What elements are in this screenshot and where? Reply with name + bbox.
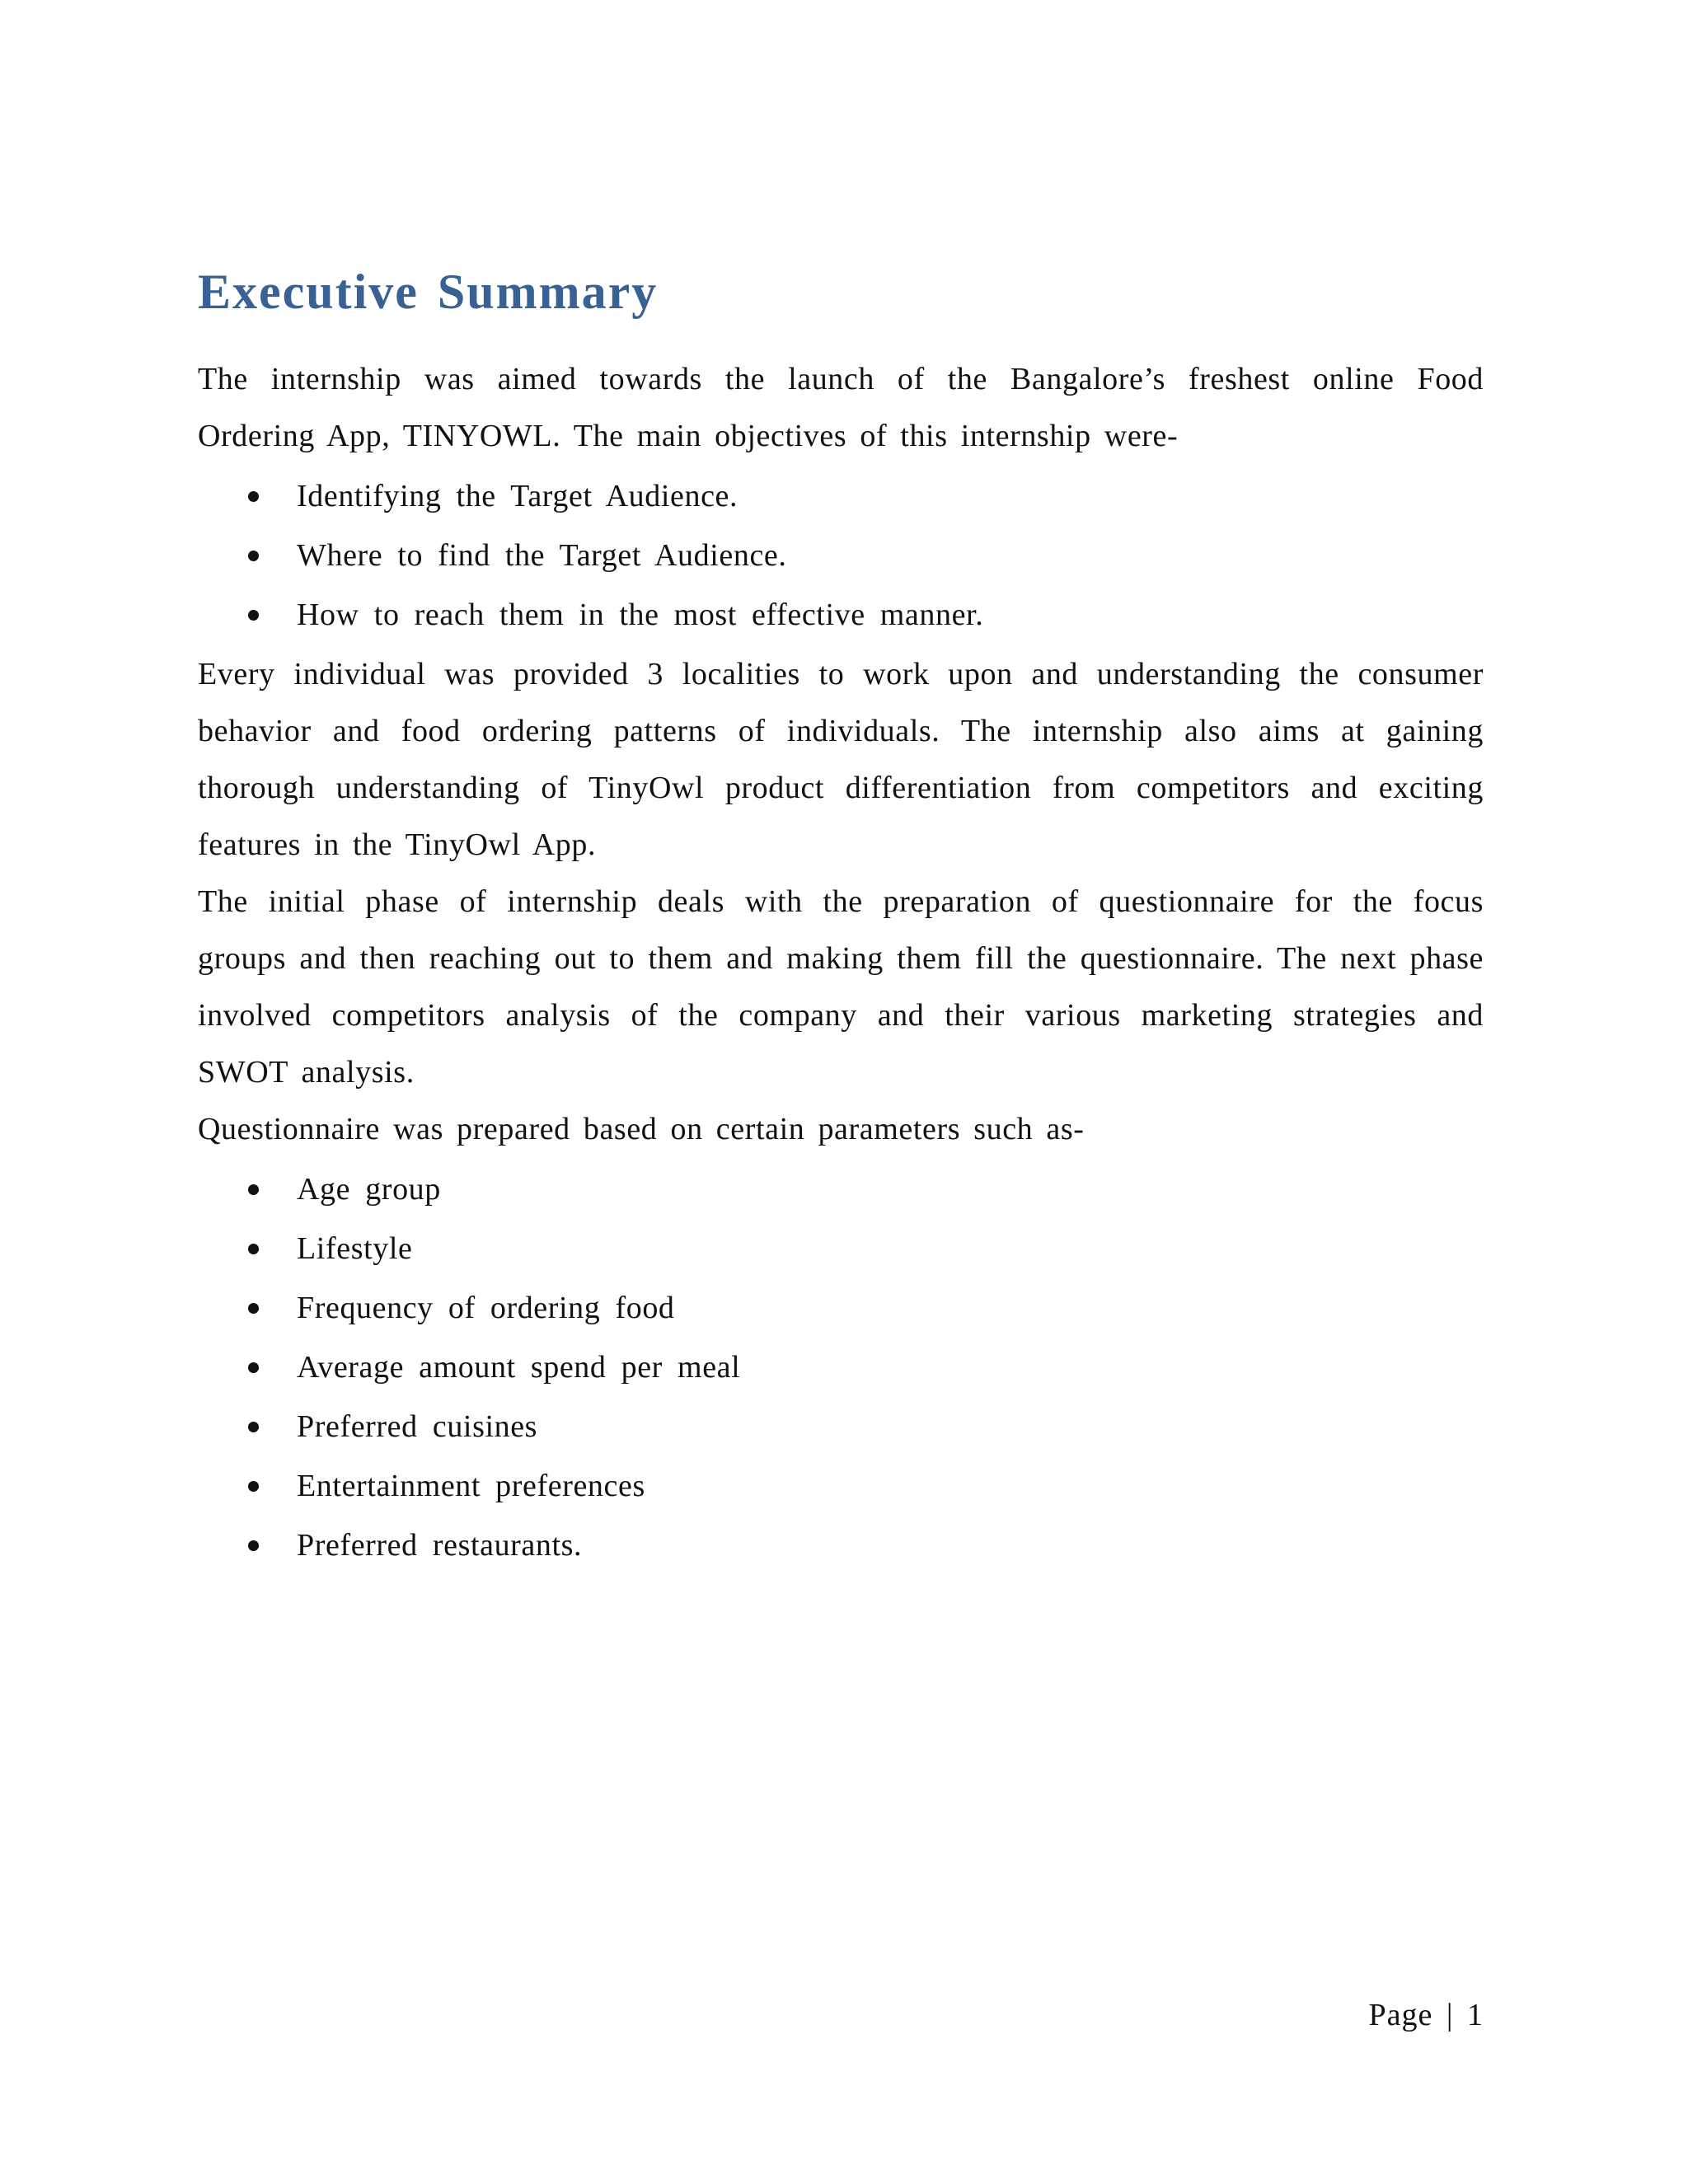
bullet-icon bbox=[248, 491, 259, 502]
bullet-icon bbox=[248, 610, 259, 621]
list-item-text: Lifestyle bbox=[297, 1231, 413, 1266]
list-item-text: Average amount spend per meal bbox=[297, 1350, 741, 1385]
bullet-icon bbox=[248, 1362, 259, 1373]
bullet-icon bbox=[248, 1184, 259, 1195]
page-title: Executive Summary bbox=[198, 265, 659, 319]
bullet-icon bbox=[248, 1540, 259, 1551]
list-item-text: Preferred cuisines bbox=[297, 1409, 538, 1444]
parameters-intro: Questionnaire was prepared based on certain parameters such as- bbox=[198, 1112, 1085, 1146]
list-item bbox=[198, 466, 1484, 526]
list-item bbox=[198, 1338, 1484, 1397]
list-item bbox=[198, 1516, 1484, 1575]
page-content bbox=[198, 262, 1484, 1577]
paragraph-localities: Every individual was provided 3 localities to work upon and understanding the consumer behavior and food ordering patterns of individuals. The internship also aims at gaining thorough understanding of TinyOwl product differentiation from competitors and exciting features in the TinyOwl App. bbox=[198, 657, 1484, 862]
list-item bbox=[198, 1456, 1484, 1516]
list-item bbox=[198, 1160, 1484, 1219]
list-item-text: How to reach them in the most effective manner. bbox=[297, 598, 984, 632]
intro-paragraph: The internship was aimed towards the launch of the Bangalore’s freshest online Food Ordering App, TINYOWL. The main objectives of this internship were- bbox=[198, 362, 1484, 453]
list-item-text: Preferred restaurants. bbox=[297, 1528, 583, 1563]
list-item-text: Identifying the Target Audience. bbox=[297, 479, 738, 513]
paragraph-phases: The initial phase of internship deals with the preparation of questionnaire for the focus groups and then reaching out to them and making them fill the questionnaire. The next phase involved competitors analysis of the company and their various marketing strategies and SWOT analysis. bbox=[198, 884, 1484, 1090]
list-item bbox=[198, 526, 1484, 585]
list-item-text: Where to find the Target Audience. bbox=[297, 538, 787, 573]
bullet-icon bbox=[248, 1244, 259, 1254]
list-item bbox=[198, 1278, 1484, 1338]
objectives-list bbox=[198, 466, 1484, 644]
list-item-text: Frequency of ordering food bbox=[297, 1291, 675, 1325]
list-item-text: Entertainment preferences bbox=[297, 1469, 645, 1503]
bullet-icon bbox=[248, 551, 259, 561]
bullet-icon bbox=[248, 1481, 259, 1492]
parameters-list bbox=[198, 1160, 1484, 1575]
bullet-icon bbox=[248, 1303, 259, 1314]
list-item bbox=[198, 585, 1484, 644]
bullet-icon bbox=[248, 1422, 259, 1432]
body-text bbox=[198, 351, 1484, 1575]
list-item-text: Age group bbox=[297, 1172, 441, 1207]
list-item bbox=[198, 1219, 1484, 1278]
list-item bbox=[198, 1397, 1484, 1456]
page-number: Page | 1 bbox=[1368, 1998, 1484, 2032]
